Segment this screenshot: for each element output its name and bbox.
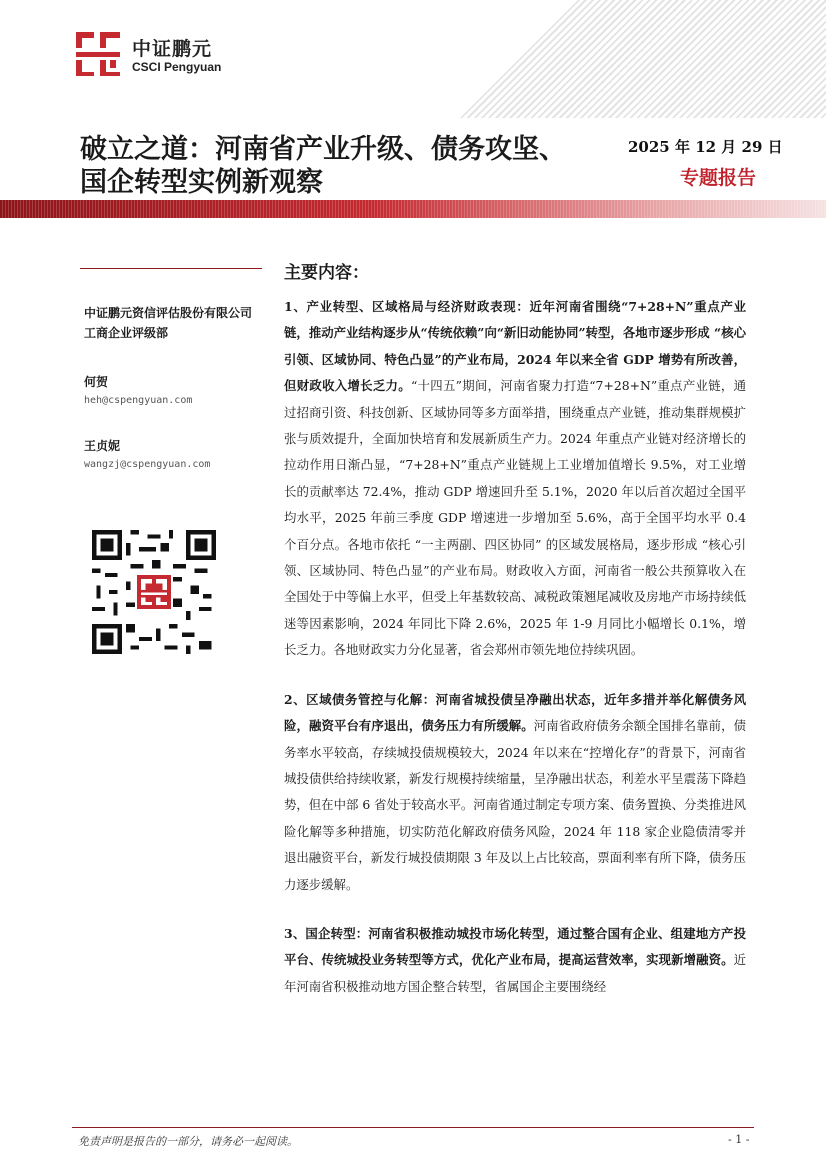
header-stripe-pattern (460, 0, 826, 118)
report-title-line2: 国企转型实例新观察 (80, 167, 323, 198)
section-2-body: 河南省政府债务余额全国排名靠前，债务率水平较高，存续城投债规模较大，2024 年以来在“控增化存”的背景下，河南省城投债供给持续收紧，新发行规模持续缩量，呈净融出状态，利差水平呈震荡下降趋势，但在中部 6 省处于较高水平。河南省通过制定专项方案、债务置换、分类推进风险化解等多种措施，切实防范化解政府债务风险，2024 年 118 家企业隐债清零并退出融资平台，新发行城投债期限 3 年及以上占比较高，票面利率有所下降，债务压力逐步缓解。 (284, 718, 747, 892)
main-content-heading: 主要内容： (284, 263, 369, 283)
content-section-3 (284, 921, 746, 1000)
analyst-email-2[interactable]: wangzj@cspengyuan.com (84, 459, 211, 470)
report-type: 专题报告 (680, 167, 757, 189)
content-section-2 (284, 687, 746, 898)
analyst-email-1[interactable]: heh@cspengyuan.com (84, 395, 193, 406)
brand-name-cn: 中证鹏元 (132, 38, 213, 60)
section-3-summary: 3、国企转型：河南省积极推动城投市场化转型，通过整合国有企业、组建地方产投平台、传统城投业务转型等方式，优化产业布局，提高运营效率，实现新增融资。 (284, 925, 746, 968)
organization (84, 303, 252, 343)
report-title-line1: 破立之道：河南省产业升级、债务攻坚、 (80, 134, 566, 165)
main-content (284, 294, 746, 1023)
report-title (80, 133, 600, 199)
content-section-1 (284, 294, 746, 664)
page-number: - 1 - (728, 1133, 750, 1146)
department-name: 工商企业评级部 (84, 326, 169, 340)
qr-code-icon (92, 530, 216, 654)
footer-disclaimer: 免责声明是报告的一部分，请务必一起阅读。 (78, 1135, 298, 1148)
report-date: 2025 年 12 月 29 日 (628, 138, 783, 156)
section-1-summary: 1、产业转型、区域格局与经济财政表现：近年河南省围绕“7+28+N”重点产业链，推动产业结构逐步从“传统依赖”向“新旧动能协同”转型，各地市逐步形成 “核心引领、区域协同、特色凸显”的产业布局，2024 年以来全省 GDP 增势有所改善，但财政收入增长乏力。 (284, 299, 746, 394)
analyst-name-1: 何贺 (84, 375, 109, 389)
section-2-summary: 2、区域债务管控与化解：河南省城投债呈净融出状态，近年多措并举化解债务风险，融资平台有序退出，债务压力有所缓解。 (284, 691, 746, 734)
analyst-name-2: 王贞妮 (84, 439, 121, 453)
organization-name: 中证鹏元资信评估股份有限公司 (84, 306, 253, 320)
brand-name-en: CSCI Pengyuan (132, 60, 222, 74)
section-3-body: 近年河南省积极推动地方国企整合转型，省属国企主要围绕经 (284, 952, 746, 994)
footer-divider (72, 1127, 754, 1128)
sidebar-divider (80, 268, 262, 269)
csci-logo-icon (72, 26, 124, 78)
section-1-body: “十四五”期间，河南省聚力打造“7+28+N”重点产业链，通过招商引资、科技创新、区域协同等多方面举措，围绕重点产业链，推动集群规模扩张与质效提升，全面加快培育和发展新质生产力。2024 年重点产业链对经济增长的拉动作用日渐凸显，“7+28+N”重点产业链规上工业增加值增长 9.5%，对工业增长的贡献率达 72.4%，推动 GDP 增速回升至 5.1%，2020 年以后首次超过全国平均水平，2025 年前三季度 GDP 增速进一步增加至 5.6%，高于全国平均水平 0.4 个百分点。各地市依托 “一主两副、四区协同” 的区域发展格局，逐步形成 “核心引领、区域协同、特色凸显”的产业布局。财政收入方面，河南省一般公共预算收入在全国处于中等偏上水平，但受上年基数较高、减税政策翘尾减收及房地产市场持续低迷等因素影响，2024 年同比下降 2.6%，2025 年 1-9 月同比小幅增长 0.1%，增长乏力。各地财政实力分化显著，省会郑州市领先地位持续巩固。 (284, 378, 747, 658)
header-band-texture (0, 200, 826, 218)
